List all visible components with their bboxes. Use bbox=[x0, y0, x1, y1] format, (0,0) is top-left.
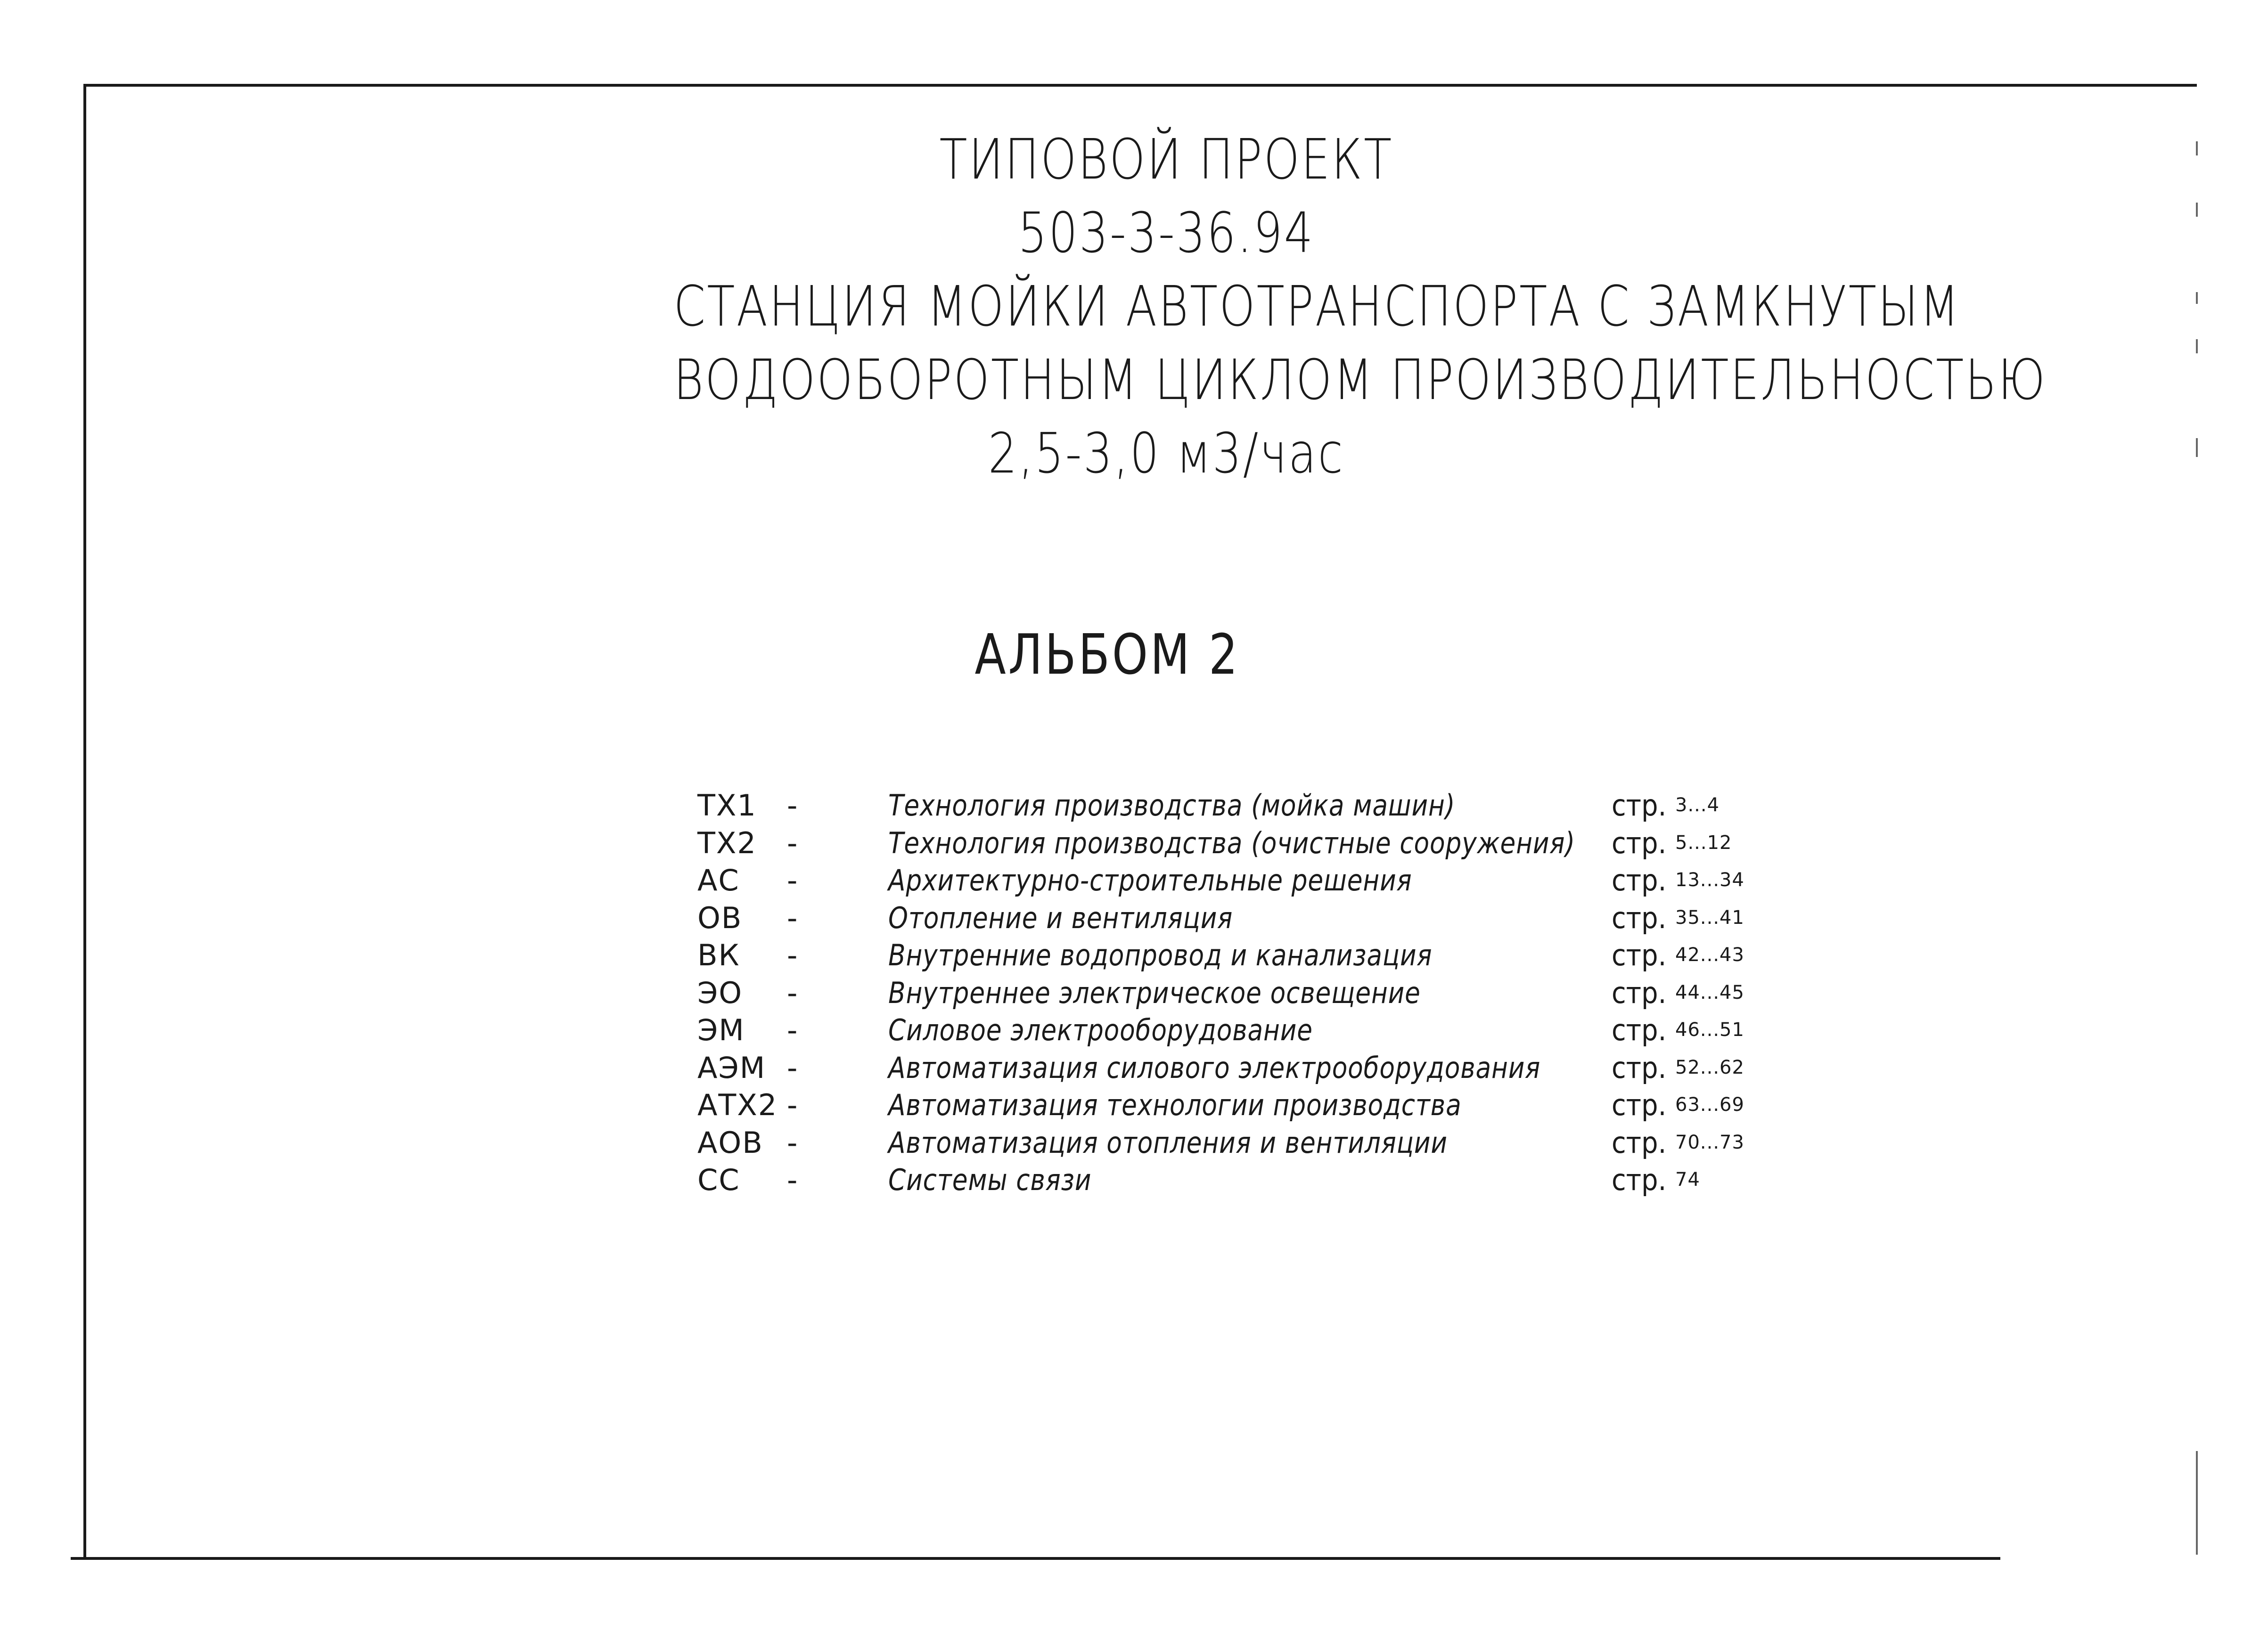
section-description: Внутреннее электрическое освещение bbox=[888, 975, 1421, 1010]
section-code: АЭМ bbox=[697, 1050, 766, 1085]
section-code: АС bbox=[697, 863, 740, 897]
dash: - bbox=[787, 788, 798, 823]
section-code: ОВ bbox=[697, 900, 743, 935]
edge-mark bbox=[2196, 438, 2198, 457]
contents-row bbox=[697, 937, 1781, 974]
frame-left-line bbox=[83, 84, 86, 1557]
section-description: Силовое электрооборудование bbox=[888, 1013, 1313, 1047]
capacity-line: 2,5-3,0 м3/час bbox=[988, 421, 1345, 486]
page-range: 46...51 bbox=[1675, 1019, 1744, 1041]
contents-row bbox=[697, 1049, 1781, 1087]
page-range: 63...69 bbox=[1675, 1094, 1744, 1116]
page-range: 44...45 bbox=[1675, 981, 1744, 1003]
page-label: стр. bbox=[1612, 1163, 1667, 1197]
section-description: Системы связи bbox=[888, 1163, 1092, 1197]
section-code: СС bbox=[697, 1163, 740, 1197]
contents-list bbox=[697, 787, 1781, 1199]
section-description: Архитектурно-строительные решения bbox=[888, 863, 1412, 897]
title-line-3: СТАНЦИЯ МОЙКИ АВТОТРАНСПОРТА С ЗАМКНУТЫМ bbox=[673, 274, 1961, 339]
page-label: стр. bbox=[1612, 825, 1667, 860]
contents-row bbox=[697, 824, 1781, 862]
page-range: 3...4 bbox=[1675, 794, 1720, 816]
section-code: ЭМ bbox=[697, 1013, 745, 1047]
section-code: ЭО bbox=[697, 975, 743, 1010]
section-code: АОВ bbox=[697, 1125, 763, 1160]
page-label: стр. bbox=[1612, 938, 1667, 972]
edge-mark bbox=[2196, 203, 2198, 217]
page-label: стр. bbox=[1612, 900, 1667, 935]
dash: - bbox=[787, 825, 798, 860]
section-description: Технология производства (мойка машин) bbox=[888, 788, 1456, 823]
frame-top-line bbox=[83, 84, 2197, 87]
title-line-1: ТИПОВОЙ ПРОЕКТ bbox=[939, 127, 1393, 192]
contents-row bbox=[697, 1086, 1781, 1124]
edge-mark bbox=[2196, 339, 2198, 353]
page-label: стр. bbox=[1612, 863, 1667, 897]
page-label: стр. bbox=[1612, 1125, 1667, 1160]
section-description: Отопление и вентиляция bbox=[888, 900, 1233, 935]
page-range: 70...73 bbox=[1675, 1131, 1744, 1153]
section-description: Внутренние водопровод и канализация bbox=[888, 938, 1433, 972]
contents-row bbox=[697, 1124, 1781, 1162]
dash: - bbox=[787, 1088, 798, 1122]
title-line-4: ВОДООБОРОТНЫМ ЦИКЛОМ ПРОИЗВОДИТЕЛЬНОСТЬЮ bbox=[673, 347, 2047, 412]
page-label: стр. bbox=[1612, 1088, 1667, 1122]
dash: - bbox=[787, 975, 798, 1010]
edge-mark bbox=[2196, 292, 2198, 304]
section-description: Автоматизация технологии производства bbox=[888, 1088, 1462, 1122]
dash: - bbox=[787, 1050, 798, 1085]
contents-row bbox=[697, 974, 1781, 1012]
page-label: стр. bbox=[1612, 1013, 1667, 1047]
edge-mark bbox=[2196, 1451, 2198, 1555]
contents-row bbox=[697, 899, 1781, 937]
page-label: стр. bbox=[1612, 1050, 1667, 1085]
dash: - bbox=[787, 1125, 798, 1160]
section-description: Автоматизация силового электрооборудования bbox=[888, 1050, 1541, 1085]
section-code: ВК bbox=[697, 938, 740, 972]
page-range: 74 bbox=[1675, 1169, 1700, 1191]
project-number: 503-3-36.94 bbox=[1018, 200, 1315, 265]
page-range: 13...34 bbox=[1675, 869, 1744, 891]
dash: - bbox=[787, 1013, 798, 1047]
page-label: стр. bbox=[1612, 975, 1667, 1010]
contents-row bbox=[697, 1011, 1781, 1049]
frame-bottom-line bbox=[71, 1557, 2000, 1560]
dash: - bbox=[787, 938, 798, 972]
section-code: АТХ2 bbox=[697, 1088, 778, 1122]
section-description: Автоматизация отопления и вентиляции bbox=[888, 1125, 1448, 1160]
album-title: АЛЬБОМ 2 bbox=[974, 622, 1240, 687]
document-title bbox=[565, 122, 2047, 490]
page-range: 52...62 bbox=[1675, 1056, 1744, 1078]
dash: - bbox=[787, 1163, 798, 1197]
page-range: 35...41 bbox=[1675, 906, 1744, 929]
contents-row bbox=[697, 1161, 1781, 1199]
section-code: ТХ2 bbox=[697, 825, 757, 860]
page-label: стр. bbox=[1612, 788, 1667, 823]
page-range: 42...43 bbox=[1675, 944, 1744, 966]
page-range: 5...12 bbox=[1675, 832, 1732, 854]
section-code: ТХ1 bbox=[697, 788, 757, 823]
dash: - bbox=[787, 900, 798, 935]
edge-mark bbox=[2196, 141, 2198, 155]
dash: - bbox=[787, 863, 798, 897]
section-description: Технология производства (очистные сооружения) bbox=[888, 825, 1576, 860]
contents-row bbox=[697, 862, 1781, 899]
contents-row bbox=[697, 787, 1781, 824]
